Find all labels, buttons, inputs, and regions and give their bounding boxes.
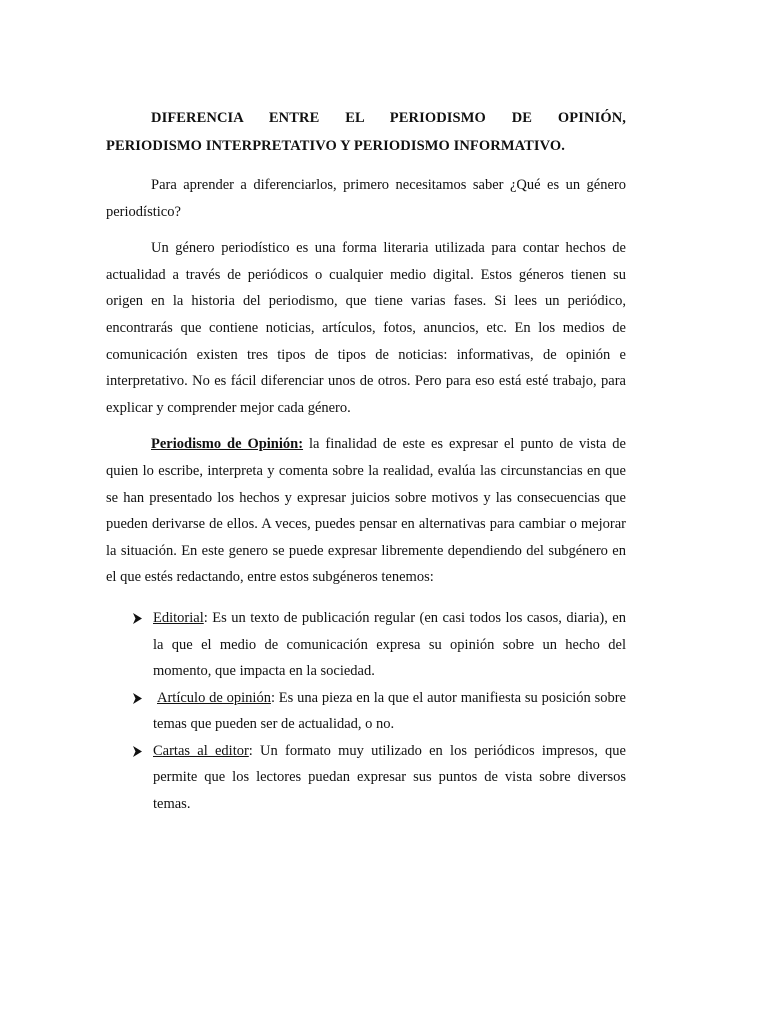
list-item-articulo-opinion [106, 685, 626, 738]
document-title [106, 104, 626, 160]
list-item-cartas-editor [106, 738, 626, 818]
intro-paragraph: Para aprender a diferenciarlos, primero necesitamos saber ¿Qué es un género periodístico? [106, 177, 626, 220]
arrow-bullet-icon [132, 685, 144, 711]
subgenre-list [106, 605, 626, 818]
subgenre-term: Cartas al editor [153, 742, 249, 759]
opinion-term: Periodismo de Opinión: [151, 436, 304, 453]
subgenre-term: Artículo de opinión [157, 689, 271, 706]
arrow-bullet-icon [132, 605, 144, 631]
opinion-paragraph [106, 431, 626, 591]
subgenre-text: : Un formato muy utilizado en los periódicos impresos, que permite que los lectores puedan expresar sus puntos de vista sobre diversos temas. [153, 742, 626, 813]
arrow-bullet-icon [132, 738, 144, 764]
list-item-editorial [106, 605, 626, 685]
document-body [106, 104, 626, 818]
genre-definition-paragraph: Un género periodístico es una forma literaria utilizada para contar hechos de actualidad a través de periódicos o cualquier medio digital. Estos géneros tienen su origen en la historia del periodismo, que tiene varias fases. Si lees un periódico, encontrarás que contiene noticias, artículos, fotos, anuncios, etc. En los medios de comunicación existen tres tipos de tipos de noticias: informativas, de opinión e interpretativo. No es fácil diferenciar unos de otros. Pero para eso está esté trabajo, para explicar y comprender mejor cada género. [106, 240, 626, 416]
title-line-1: DIFERENCIA ENTRE EL PERIODISMO DE OPINIÓN, [151, 110, 626, 126]
subgenre-term: Editorial [153, 609, 204, 626]
subgenre-text: : Es un texto de publicación regular (en casi todos los casos, diaria), en la que el medio de comunicación expresa su opinión sobre un hecho del momento, que impacta en la sociedad. [153, 609, 626, 680]
opinion-text: la finalidad de este es expresar el punto de vista de quien lo escribe, interpreta y comenta sobre la realidad, evalúa las circunstancias en que se han presentado los hechos y expresar juicios sobre motivos y las consecuencias que pueden derivarse de ellos. A veces, puedes pensar en alternativas para cambiar o mejorar la situación. En este genero se puede expresar libremente dependiendo del subgénero en el que estés redactando, entre estos subgéneros tenemos: [106, 436, 626, 586]
subgenre-text: : Es una pieza en la que el autor manifiesta su posición sobre temas que pueden ser de actualidad, o no. [153, 689, 626, 733]
title-line-2: PERIODISMO INTERPRETATIVO Y PERIODISMO INFORMATIVO. [106, 138, 566, 154]
